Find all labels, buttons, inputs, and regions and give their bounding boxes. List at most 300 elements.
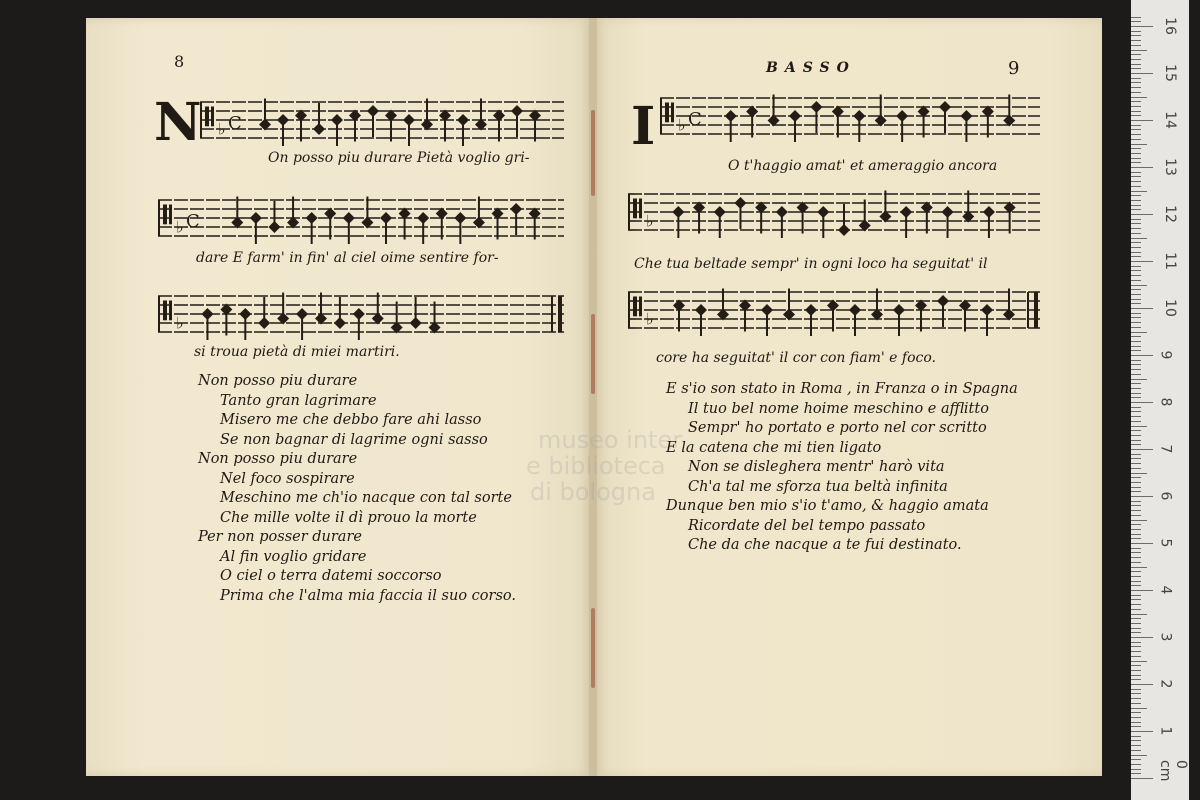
ruler-tick — [1131, 214, 1153, 215]
ruler-tick — [1131, 54, 1141, 55]
note — [529, 110, 541, 142]
note — [349, 110, 361, 142]
ruler-number: 15 — [1161, 64, 1178, 82]
ruler-tick — [1131, 505, 1141, 506]
ruler-tick — [1131, 684, 1153, 685]
ruler-tick — [1131, 139, 1141, 140]
ruler-tick — [1131, 435, 1141, 436]
note — [473, 197, 485, 229]
ruler-tick — [1131, 35, 1141, 36]
note — [493, 110, 505, 142]
ruler-tick — [1131, 477, 1141, 478]
note — [817, 206, 829, 238]
ruler-tick — [1131, 280, 1141, 281]
ruler-number: 3 — [1157, 632, 1174, 642]
note — [915, 300, 927, 332]
ruler-tick — [1131, 266, 1141, 267]
note — [918, 106, 930, 138]
ruler-tick — [1131, 355, 1153, 356]
ruler-tick — [1131, 623, 1141, 624]
ruler-tick — [1131, 501, 1141, 502]
verse-line: Non posso piu durare — [198, 373, 358, 389]
ruler-tick — [1131, 247, 1141, 248]
note — [673, 300, 685, 332]
left-drop-cap: N — [154, 92, 202, 153]
open-book — [86, 18, 1102, 776]
lyric-line: core ha seguitat' il cor con fiam' e foco. — [656, 350, 936, 366]
ruler-tick — [1131, 675, 1141, 676]
ruler-tick — [1131, 543, 1153, 544]
ruler-tick — [1131, 106, 1141, 107]
note — [457, 114, 469, 146]
clef-mark — [163, 301, 167, 321]
ruler-tick — [1131, 482, 1141, 483]
ruler-tick — [1131, 407, 1141, 408]
ruler-tick — [1131, 665, 1141, 666]
clef-mark — [671, 103, 674, 123]
ruler-tick — [1131, 261, 1153, 262]
ruler-tick — [1131, 303, 1141, 304]
ruler-tick — [1131, 115, 1141, 116]
flat-sign: ♭ — [646, 309, 654, 329]
ruler-tick — [1131, 642, 1141, 643]
lyric-line: dare E farm' in fin' al ciel oime sentire for- — [196, 250, 499, 266]
note — [220, 304, 232, 336]
ruler-number: 13 — [1161, 158, 1178, 176]
ruler-tick — [1131, 233, 1141, 234]
left-page-number: 8 — [174, 52, 185, 71]
ruler-number: 12 — [1161, 205, 1178, 223]
ruler-tick — [1131, 755, 1147, 756]
ruler-tick — [1131, 186, 1141, 187]
ruler-tick — [1131, 473, 1147, 474]
ruler-tick — [1131, 458, 1141, 459]
ruler-tick — [1131, 176, 1141, 177]
ruler-tick — [1131, 736, 1141, 737]
measuring-ruler — [1131, 0, 1189, 800]
ruler-tick — [1131, 181, 1141, 182]
note — [805, 304, 817, 336]
music-staff — [158, 188, 564, 256]
note — [259, 99, 271, 131]
flat-sign: ♭ — [176, 217, 184, 237]
verse-line: Nel foco sospirare — [220, 470, 355, 487]
ruler-tick — [1131, 313, 1141, 314]
note — [725, 110, 737, 142]
note — [1003, 95, 1015, 127]
note — [510, 203, 522, 235]
note — [871, 289, 883, 321]
note — [900, 206, 912, 238]
watermark-line-2: e biblioteca — [526, 452, 666, 480]
note — [277, 114, 289, 146]
ruler-tick — [1131, 129, 1141, 130]
ruler-tick — [1131, 726, 1141, 727]
ruler-tick — [1131, 764, 1141, 765]
note — [789, 110, 801, 142]
note — [717, 289, 729, 321]
verse-line: Per non posser durare — [198, 529, 362, 545]
ruler-tick — [1131, 614, 1147, 615]
ruler-number: 4 — [1157, 585, 1174, 595]
note — [939, 101, 951, 133]
flat-sign: ♭ — [646, 211, 654, 231]
note — [714, 206, 726, 238]
note — [343, 212, 355, 244]
ruler-tick — [1131, 496, 1153, 497]
ruler-tick — [1131, 571, 1141, 572]
note — [832, 106, 844, 138]
ruler-tick — [1131, 308, 1153, 309]
ruler-tick — [1131, 656, 1141, 657]
note — [849, 304, 861, 336]
note — [959, 300, 971, 332]
note — [761, 304, 773, 336]
note — [529, 208, 541, 240]
ruler-tick — [1131, 45, 1141, 46]
ruler-tick — [1131, 679, 1141, 680]
ruler-tick — [1131, 393, 1141, 394]
ruler-tick — [1131, 468, 1141, 469]
ruler-tick — [1131, 740, 1141, 741]
verse-line: Se non bagnar di lagrime ogni sasso — [220, 431, 488, 448]
ruler-number: 2 — [1157, 679, 1174, 689]
ruler-tick — [1131, 64, 1141, 65]
ruler-tick — [1131, 416, 1141, 417]
ruler-tick — [1131, 750, 1141, 751]
verse-line: Ricordate del bel tempo passato — [688, 517, 926, 534]
ruler-tick — [1131, 195, 1141, 196]
ruler-tick — [1131, 238, 1147, 239]
ruler-tick — [1131, 191, 1147, 192]
ruler-tick — [1131, 426, 1147, 427]
note — [385, 110, 397, 142]
ruler-tick — [1131, 148, 1141, 149]
note — [879, 191, 891, 223]
time-signature: C — [688, 109, 702, 130]
ruler-tick — [1131, 703, 1141, 704]
ruler-tick — [1131, 585, 1141, 586]
verse-line: Che da che nacque a te fui destinato. — [688, 537, 962, 553]
clef-mark — [211, 107, 214, 127]
note — [475, 99, 487, 131]
binding-thread — [591, 110, 595, 196]
clef-mark — [665, 103, 669, 123]
note — [399, 208, 411, 240]
ruler-tick — [1131, 430, 1141, 431]
note — [268, 201, 280, 233]
note — [896, 110, 908, 142]
lyric-line: si troua pietà di miei martiri. — [194, 344, 400, 360]
clef-mark — [169, 205, 172, 225]
note — [776, 206, 788, 238]
ruler-number: 16 — [1161, 17, 1178, 35]
note — [962, 191, 974, 223]
verse-line: Sempr' ho portato e porto nel cor scritto — [688, 420, 987, 436]
ruler-tick — [1131, 299, 1141, 300]
ruler-tick — [1131, 50, 1147, 51]
verse-line: Prima che l'alma mia faccia il suo corso. — [220, 587, 516, 604]
note — [331, 114, 343, 146]
ruler-tick — [1131, 209, 1141, 210]
note — [960, 110, 972, 142]
watermark-line-3: di bologna — [530, 478, 656, 506]
ruler-tick — [1131, 369, 1141, 370]
ruler-tick — [1131, 773, 1141, 774]
ruler-tick — [1131, 205, 1141, 206]
note — [287, 197, 299, 229]
ruler-tick — [1131, 285, 1147, 286]
ruler-tick — [1131, 228, 1141, 229]
ruler-tick — [1131, 364, 1141, 365]
music-staff — [660, 86, 1040, 154]
ruler-tick — [1131, 68, 1141, 69]
ruler-tick — [1131, 595, 1141, 596]
right-drop-cap: I — [631, 96, 656, 157]
ruler-number: 11 — [1161, 252, 1178, 270]
note — [783, 289, 795, 321]
ruler-tick — [1131, 529, 1141, 530]
ruler-tick — [1131, 101, 1141, 102]
ruler-tick — [1131, 242, 1141, 243]
clef-mark — [633, 199, 637, 219]
clef-mark — [633, 297, 637, 317]
ruler-tick — [1131, 637, 1153, 638]
ruler-tick — [1131, 327, 1141, 328]
note — [672, 206, 684, 238]
ruler-tick — [1131, 402, 1153, 403]
binding-thread — [591, 608, 595, 688]
ruler-tick — [1131, 350, 1141, 351]
ruler-tick — [1131, 745, 1141, 746]
ruler-tick — [1131, 632, 1141, 633]
note — [277, 293, 289, 325]
ruler-tick — [1131, 383, 1141, 384]
ruler-tick — [1131, 769, 1141, 770]
note — [324, 208, 336, 240]
ruler-tick — [1131, 557, 1141, 558]
ruler-tick — [1131, 346, 1141, 347]
music-staff — [158, 284, 564, 352]
ruler-tick — [1131, 689, 1141, 690]
note — [239, 308, 251, 340]
note — [439, 110, 451, 142]
ruler-tick — [1131, 374, 1141, 375]
note — [353, 308, 365, 340]
ruler-tick — [1131, 332, 1147, 333]
ruler-tick — [1131, 21, 1141, 22]
ruler-tick — [1131, 708, 1147, 709]
running-head: BASSO — [766, 60, 856, 76]
ruler-tick — [1131, 144, 1147, 145]
note — [982, 106, 994, 138]
ruler-tick — [1131, 628, 1141, 629]
ruler-tick — [1131, 538, 1141, 539]
note — [258, 297, 270, 329]
ruler-tick — [1131, 581, 1141, 582]
ruler-tick — [1131, 92, 1141, 93]
clef-mark — [205, 107, 209, 127]
note — [492, 208, 504, 240]
note — [231, 197, 243, 229]
ruler-tick — [1131, 421, 1141, 422]
ruler-tick — [1131, 73, 1153, 74]
note — [1004, 202, 1016, 234]
verse-line: Tanto gran lagrimare — [220, 392, 377, 409]
note — [853, 110, 865, 142]
ruler-tick — [1131, 275, 1141, 276]
binding-thread — [591, 314, 595, 394]
right-verse — [666, 380, 1018, 556]
note — [372, 293, 384, 325]
note — [403, 114, 415, 146]
note — [201, 308, 213, 340]
note — [250, 212, 262, 244]
note — [391, 302, 403, 334]
ruler-tick — [1131, 510, 1141, 511]
ruler-tick — [1131, 82, 1141, 83]
note — [942, 206, 954, 238]
ruler-tick — [1131, 487, 1141, 488]
ruler-tick — [1131, 463, 1141, 464]
ruler-tick — [1131, 712, 1141, 713]
right-page-number: 9 — [1008, 58, 1020, 79]
ruler-tick — [1131, 388, 1141, 389]
ruler-tick — [1131, 778, 1153, 779]
ruler-tick — [1131, 444, 1141, 445]
note — [739, 300, 751, 332]
ruler-tick — [1131, 317, 1141, 318]
note — [334, 297, 346, 329]
verse-line: E s'io son stato in Roma , in Franza o in Spagna — [666, 381, 1018, 397]
note — [695, 304, 707, 336]
ruler-tick — [1131, 722, 1141, 723]
verse-line: Meschino me ch'io nacque con tal sorte — [220, 490, 512, 506]
clef-mark — [163, 205, 167, 225]
watermark-line-1: museo inter — [538, 426, 683, 454]
ruler-tick — [1131, 759, 1141, 760]
clef-mark — [639, 199, 642, 219]
verse-line: E la catena che mi tien ligato — [666, 439, 882, 456]
note — [295, 110, 307, 142]
note — [313, 103, 325, 135]
ruler-tick — [1131, 661, 1147, 662]
ruler-tick — [1131, 31, 1141, 32]
clef-mark — [169, 301, 172, 321]
ruler-tick — [1131, 534, 1141, 535]
ruler-tick — [1131, 599, 1141, 600]
lyric-line: On posso piu durare Pietà voglio gri- — [268, 150, 530, 166]
note — [410, 297, 422, 329]
note — [838, 204, 850, 236]
note — [306, 212, 318, 244]
ruler-tick — [1131, 520, 1147, 521]
ruler-tick — [1131, 360, 1141, 361]
ruler-tick — [1131, 200, 1141, 201]
ruler-unit-label: 0 cm — [1157, 760, 1189, 782]
ruler-tick — [1131, 87, 1141, 88]
ruler-tick — [1131, 97, 1147, 98]
note — [380, 212, 392, 244]
ruler-tick — [1131, 78, 1141, 79]
ruler-number: 6 — [1157, 491, 1174, 501]
note — [983, 206, 995, 238]
ruler-tick — [1131, 524, 1141, 525]
ruler-tick — [1131, 731, 1153, 732]
flat-sign: ♭ — [176, 313, 184, 333]
ruler-tick — [1131, 270, 1141, 271]
time-signature: C — [186, 211, 200, 232]
lyric-line: Che tua beltade sempr' in ogni loco ha seguitat' il — [634, 256, 988, 272]
ruler-tick — [1131, 111, 1141, 112]
clef-mark — [639, 297, 642, 317]
note — [981, 304, 993, 336]
verse-line: Ch'a tal me sforza tua beltà infinita — [688, 478, 948, 495]
ruler-tick — [1131, 120, 1153, 121]
ruler-tick — [1131, 562, 1141, 563]
ruler-tick — [1131, 379, 1147, 380]
note — [693, 202, 705, 234]
verse-line: Non se disleghera mentr' harò vita — [688, 459, 945, 475]
music-staff — [200, 90, 564, 158]
note — [454, 212, 466, 244]
note — [810, 101, 822, 133]
note — [827, 300, 839, 332]
verse-line: Al fin voglio gridare — [220, 548, 367, 565]
ruler-number: 14 — [1161, 111, 1178, 129]
ruler-tick — [1131, 17, 1141, 18]
ruler-number: 7 — [1157, 444, 1174, 454]
ruler-tick — [1131, 125, 1141, 126]
ruler-tick — [1131, 219, 1141, 220]
note — [1003, 289, 1015, 321]
note — [875, 95, 887, 127]
verse-line: Dunque ben mio s'io t'amo, & haggio amata — [666, 498, 989, 514]
ruler-tick — [1131, 252, 1141, 253]
note — [921, 202, 933, 234]
ruler-tick — [1131, 153, 1141, 154]
ruler-tick — [1131, 162, 1141, 163]
ruler-tick — [1131, 134, 1141, 135]
ruler-tick — [1131, 491, 1141, 492]
ruler-tick — [1131, 336, 1141, 337]
ruler-tick — [1131, 567, 1147, 568]
ruler-tick — [1131, 449, 1153, 450]
note — [746, 106, 758, 138]
ruler-tick — [1131, 717, 1141, 718]
note — [755, 202, 767, 234]
note — [429, 302, 441, 334]
note — [893, 304, 905, 336]
note — [436, 208, 448, 240]
ruler-tick — [1131, 223, 1141, 224]
ruler-tick — [1131, 322, 1141, 323]
ruler-tick — [1131, 256, 1141, 257]
left-verse — [198, 372, 516, 606]
note — [797, 202, 809, 234]
ruler-tick — [1131, 397, 1141, 398]
note — [859, 200, 871, 232]
note — [511, 105, 523, 137]
flat-sign: ♭ — [218, 119, 226, 139]
flat-sign: ♭ — [678, 115, 686, 135]
ruler-tick — [1131, 341, 1141, 342]
verse-line: Il tuo bel nome hoime meschino e afflitto — [688, 400, 989, 417]
verse-line: Che mille volte il dì prouo la morte — [220, 509, 477, 526]
note — [315, 293, 327, 325]
verse-line: Non posso piu durare — [198, 451, 358, 467]
music-staff — [628, 280, 1040, 348]
